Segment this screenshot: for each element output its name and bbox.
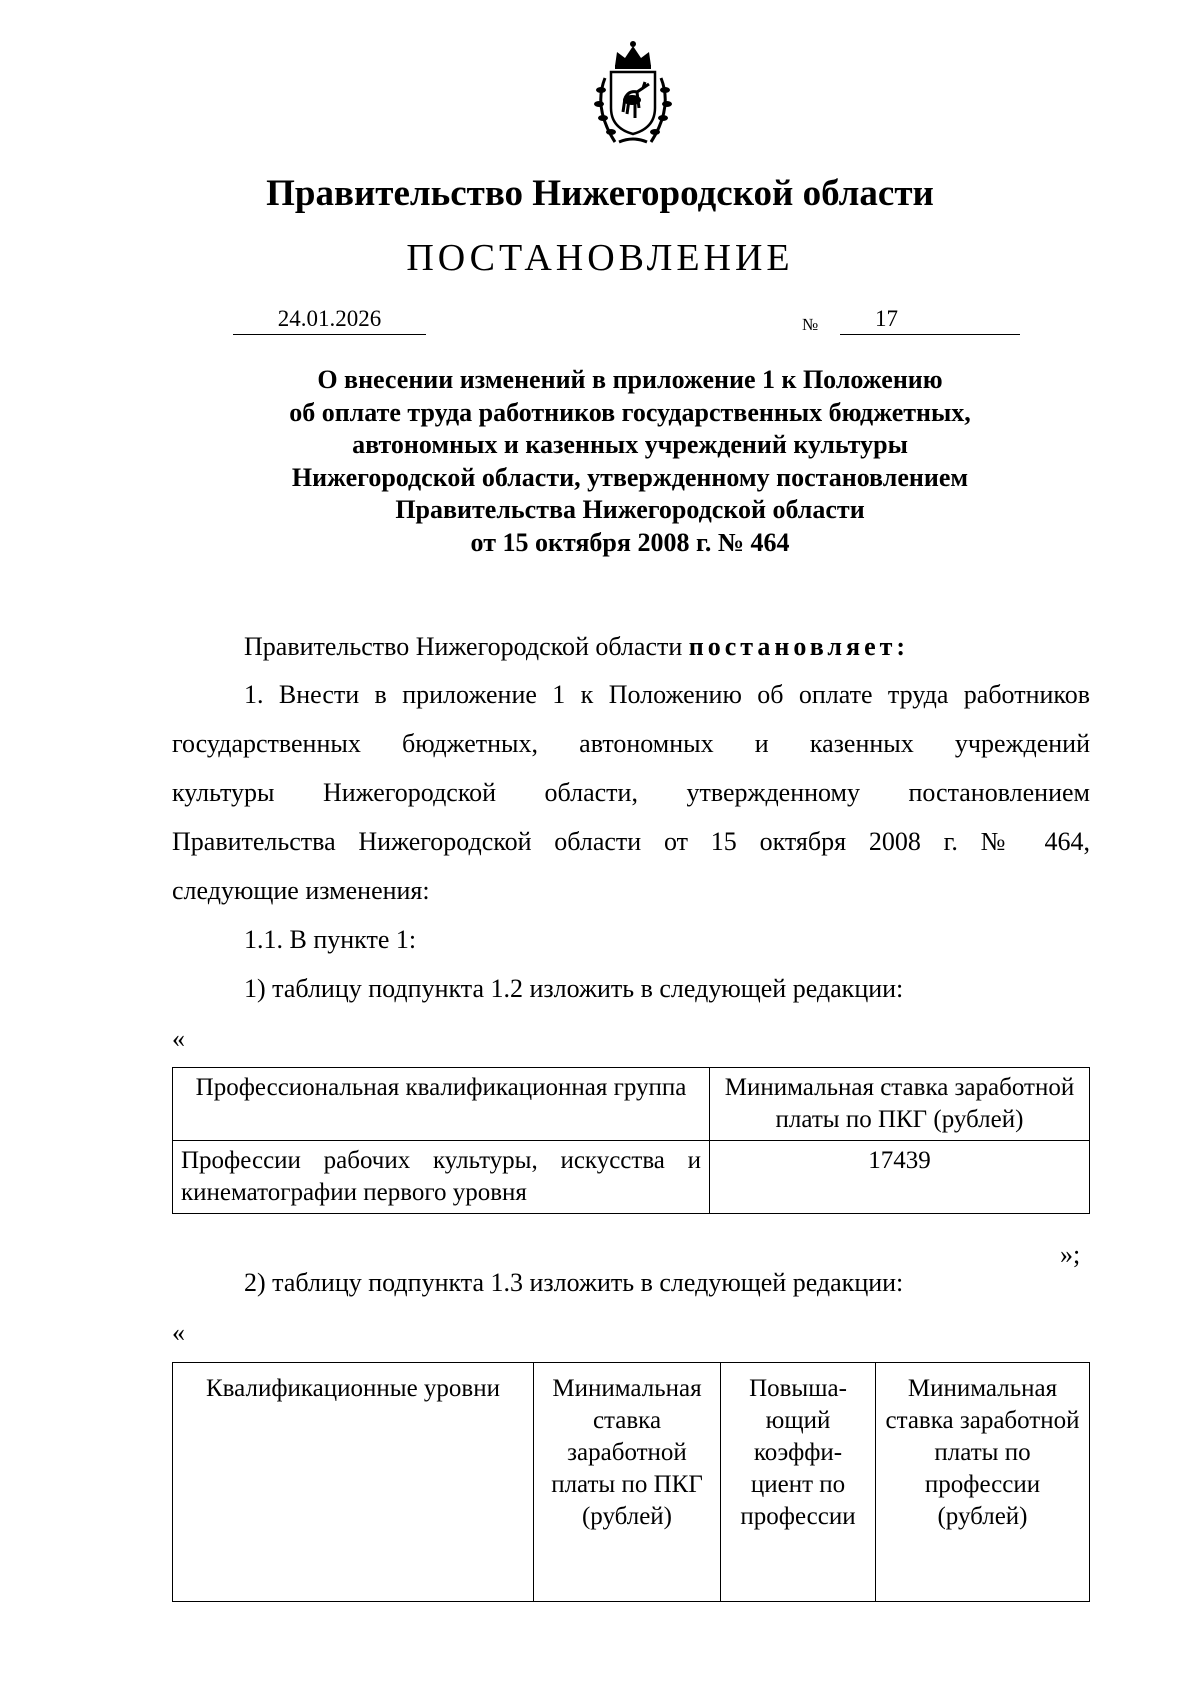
quote-close: »;: [1060, 1240, 1081, 1269]
number-label: №: [802, 315, 819, 334]
table-header-cell: Минимальная ставка заработной платы по профессии (рублей): [876, 1363, 1090, 1602]
table-header-row: [173, 1068, 1090, 1141]
table-header-cell: Минимальная ставка заработной платы по ПКГ (рублей): [534, 1363, 721, 1602]
coat-of-arms-emblem: [585, 38, 681, 148]
table-header-row: [173, 1363, 1090, 1602]
document-type: ПОСТАНОВЛЕНИЕ: [406, 237, 794, 279]
quote-open-2: «: [172, 1318, 185, 1347]
quote-open: «: [172, 1024, 185, 1053]
subject-line: об оплате труда работников государственных бюджетных,: [289, 397, 971, 427]
document-number: 17: [840, 306, 1020, 335]
subject-line: автономных и казенных учреждений культуры: [352, 430, 908, 459]
table-cell: Профессии рабочих культуры, искусства и кинематографии первого уровня: [173, 1141, 710, 1214]
government-title: Правительство Нижегородской области: [266, 173, 934, 214]
subject-line: Правительства Нижегородской области: [395, 495, 865, 524]
table-1-3: [172, 1362, 1090, 1602]
subject-line: от 15 октября 2008 г. № 464: [470, 527, 790, 557]
preamble-verb: постановляет:: [688, 632, 910, 661]
table-header-cell: Квалификационные уровни: [173, 1363, 534, 1602]
table-row: [173, 1141, 1090, 1214]
table-cell: 17439: [710, 1141, 1090, 1214]
paragraph-1-line: государственных бюджетных, автономных и казенных учреждений: [172, 729, 1090, 758]
preamble: [244, 632, 909, 662]
table-header-cell: Повыша-ющий коэффи-циент по профессии: [721, 1363, 876, 1602]
table-header-cell: Минимальная ставка заработной платы по ПКГ (рублей): [710, 1068, 1090, 1141]
paragraph-1-line: 1. Внести в приложение 1 к Положению об оплате труда работников: [244, 680, 1090, 709]
paragraph-1-line: культуры Нижегородской области, утвержденному постановлением: [172, 778, 1090, 807]
table-1-2: [172, 1067, 1090, 1214]
paragraph-1-line: следующие изменения:: [172, 876, 430, 905]
document-date: 24.01.2026: [233, 306, 426, 335]
subject-line: О внесении изменений в приложение 1 к Положению: [317, 365, 943, 394]
clause-1-1-sub2: 2) таблицу подпункта 1.3 изложить в следующей редакции:: [244, 1268, 904, 1297]
subject-line: Нижегородской области, утвержденному постановлением: [291, 462, 969, 492]
preamble-start: Правительство Нижегородской области: [244, 632, 689, 661]
clause-1-1: 1.1. В пункте 1:: [244, 925, 417, 954]
document-subject: [0, 364, 1200, 559]
clause-1-1-sub1: 1) таблицу подпункта 1.2 изложить в следующей редакции:: [244, 974, 904, 1003]
table-header-cell: Профессиональная квалификационная группа: [173, 1068, 710, 1141]
paragraph-1-line: Правительства Нижегородской области от 15 октября 2008 г. № 464,: [172, 827, 1090, 856]
